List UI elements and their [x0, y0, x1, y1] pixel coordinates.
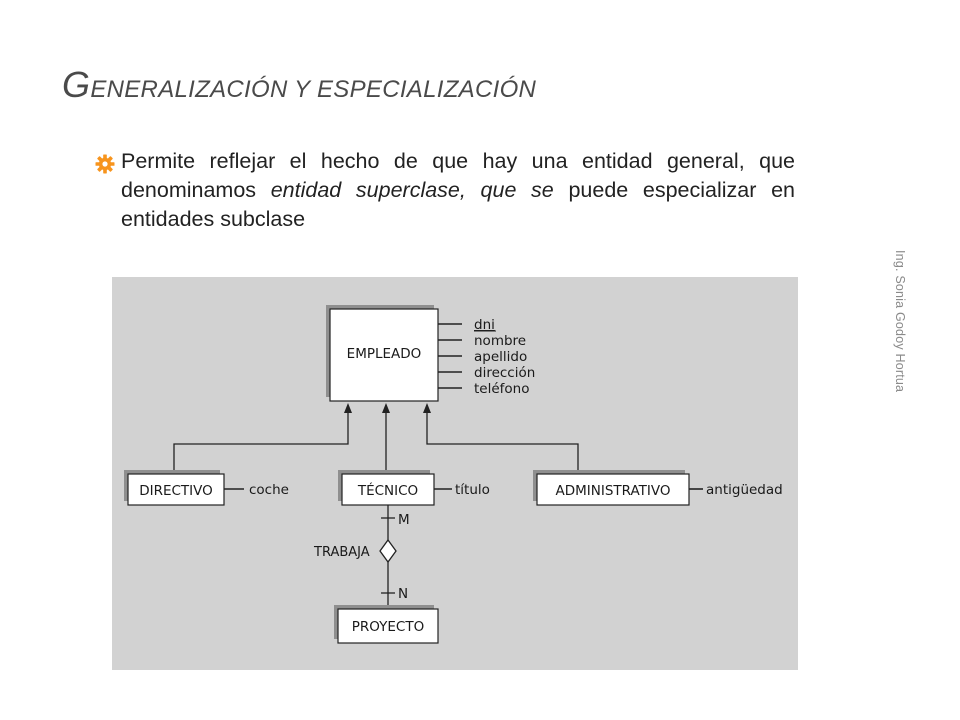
attribute-coche: coche	[249, 482, 289, 498]
paragraph-italic-text: entidad superclase, que se	[270, 178, 554, 202]
paragraph-text-1: Permite reflejar el hecho de que hay una entidad general, que denominamos	[121, 149, 795, 202]
gear-bullet-icon	[92, 151, 118, 177]
title-rest: ENERALIZACIÓN Y ESPECIALIZACIÓN	[90, 76, 537, 103]
attribute-apellido: apellido	[474, 349, 528, 365]
entity-proyecto-label: PROYECTO	[351, 619, 425, 635]
attribute-direccion: dirección	[474, 365, 536, 381]
attribute-nombre: nombre	[474, 333, 527, 349]
cardinality-n: N	[398, 586, 409, 602]
paragraph-text-2: puede especializar en entidades subclase	[121, 178, 795, 231]
er-diagram	[112, 277, 798, 670]
cardinality-m: M	[398, 512, 410, 528]
title-first-letter: G	[62, 64, 91, 105]
entity-administrativo-label: ADMINISTRATIVO	[555, 483, 671, 499]
entity-tecnico	[338, 470, 434, 505]
entity-empleado	[326, 305, 438, 401]
attribute-titulo: título	[455, 482, 490, 498]
entity-directivo	[124, 470, 224, 505]
attribute-antiguedad: antigüedad	[706, 482, 783, 498]
entity-directivo-label: DIRECTIVO	[139, 483, 213, 499]
entity-proyecto	[334, 605, 438, 643]
attribute-dni: dni	[474, 317, 495, 333]
entity-administrativo	[533, 470, 689, 505]
entity-empleado-label: EMPLEADO	[346, 346, 422, 362]
attribute-telefono: teléfono	[474, 381, 530, 397]
entity-tecnico-label: TÉCNICO	[357, 483, 419, 499]
relationship-trabaja-label: TRABAJA	[314, 545, 370, 560]
side-credit: Ing. Sonia Godoy Hortua	[893, 250, 907, 393]
slide-title	[62, 64, 536, 106]
bullet-paragraph	[121, 147, 795, 234]
